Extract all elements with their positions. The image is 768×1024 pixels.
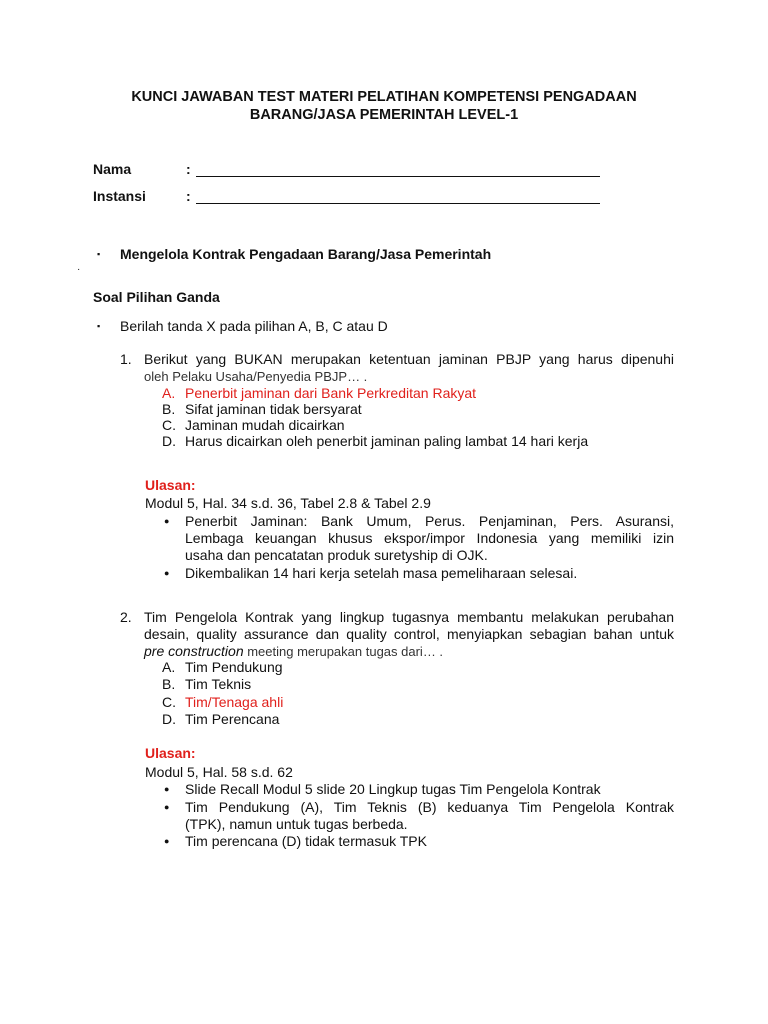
document-title-line-2: BARANG/JASA PEMERINTAH LEVEL-1: [249, 107, 519, 123]
instruction-text: Berilah tanda X pada pilihan A, B, C atau D: [120, 318, 388, 334]
question-1-option-a-letter: A.: [162, 385, 176, 401]
question-2-option-c-letter: C.: [162, 694, 176, 710]
question-1-option-b: Sifat jaminan tidak bersyarat: [185, 401, 362, 417]
question-2-option-d-letter: D.: [162, 711, 176, 727]
question-2-ulasan-label: Ulasan:: [145, 745, 196, 761]
question-2-option-c: Tim/Tenaga ahli: [185, 694, 284, 710]
question-2-ulasan-point-1: Slide Recall Modul 5 slide 20 Lingkup tugas Tim Pengelola Kontrak: [185, 781, 601, 797]
question-1-option-c: Jaminan mudah dicairkan: [185, 417, 345, 433]
question-1-option-d-letter: D.: [162, 433, 176, 449]
question-1-line-2: oleh Pelaku Usaha/Penyedia PBJP… .: [144, 369, 368, 384]
question-1-ulasan-point-2: Dikembalikan 14 hari kerja setelah masa pemeliharaan selesai.: [185, 565, 578, 581]
question-2-ulasan-reference: Modul 5, Hal. 58 s.d. 62: [145, 764, 293, 780]
module-bullet-icon: ▪: [97, 249, 101, 259]
instansi-colon: :: [186, 188, 191, 204]
question-2-option-b-letter: B.: [162, 676, 176, 692]
section-heading: Soal Pilihan Ganda: [93, 289, 220, 305]
question-2-option-d: Tim Perencana: [185, 711, 280, 727]
question-2-option-a-letter: A.: [162, 659, 176, 675]
nama-colon: :: [186, 161, 191, 177]
question-2-ulasan-point-2-line-2: (TPK), namun untuk tugas berbeda.: [185, 816, 408, 832]
bullet-dot-icon: ●: [164, 836, 170, 846]
instruction-bullet-icon: ▪: [97, 321, 101, 331]
bullet-dot-icon: ●: [164, 516, 170, 526]
question-2-ulasan-point-2-line-1: Tim Pendukung (A), Tim Teknis (B) keduanya Tim Pengelola Kontrak: [185, 799, 674, 815]
instansi-label: Instansi: [93, 188, 146, 204]
question-1-option-c-letter: C.: [162, 417, 176, 433]
question-2-ulasan-point-3: Tim perencana (D) tidak termasuk TPK: [185, 833, 427, 849]
document-title-line-1: KUNCI JAWABAN TEST MATERI PELATIHAN KOMPETENSI PENGADAAN: [131, 89, 637, 105]
question-1-option-a: Penerbit jaminan dari Bank Perkreditan Rakyat: [185, 385, 477, 401]
question-1-line-1: Berikut yang BUKAN merupakan ketentuan jaminan PBJP yang harus dipenuhi: [144, 351, 674, 367]
question-1-ulasan-label: Ulasan:: [145, 477, 196, 493]
question-2-line-1: Tim Pengelola Kontrak yang lingkup tugasnya membantu melakukan perubahan: [144, 609, 674, 625]
bullet-dot-icon: ●: [164, 802, 170, 812]
question-2-italic-term: pre construction: [144, 643, 244, 659]
question-1-option-b-letter: B.: [162, 401, 176, 417]
question-2-line-3: [144, 643, 443, 660]
stray-mark: ·: [77, 264, 81, 275]
question-1-option-d: Harus dicairkan oleh penerbit jaminan paling lambat 14 hari kerja: [185, 433, 589, 449]
question-2-option-b: Tim Teknis: [185, 676, 252, 692]
nama-label: Nama: [93, 161, 132, 177]
bullet-dot-icon: ●: [164, 784, 170, 794]
question-1-ulasan-point-1-line-1: Penerbit Jaminan: Bank Umum, Perus. Penjaminan, Pers. Asuransi,: [185, 513, 674, 529]
question-2-option-a: Tim Pendukung: [185, 659, 283, 675]
bullet-dot-icon: ●: [164, 568, 170, 578]
question-2-line-2: desain, quality assurance dan quality control, menyiapkan sebagian bahan untuk: [144, 626, 674, 642]
question-1-ulasan-point-1-line-3: usaha dan pencatatan produk suretyship di OJK.: [185, 547, 488, 563]
module-heading: Mengelola Kontrak Pengadaan Barang/Jasa Pemerintah: [120, 246, 492, 262]
instansi-blank-line: [196, 202, 600, 204]
question-1-number: 1.: [120, 351, 132, 367]
question-2-line-3-rest: meeting merupakan tugas dari… .: [243, 644, 444, 659]
nama-blank-line: [196, 175, 600, 177]
question-2-number: 2.: [120, 609, 132, 625]
question-1-ulasan-point-1-line-2: Lembaga keuangan khusus ekspor/impor Indonesia yang memiliki izin: [185, 530, 674, 546]
question-1-ulasan-reference: Modul 5, Hal. 34 s.d. 36, Tabel 2.8 & Tabel 2.9: [145, 495, 431, 511]
